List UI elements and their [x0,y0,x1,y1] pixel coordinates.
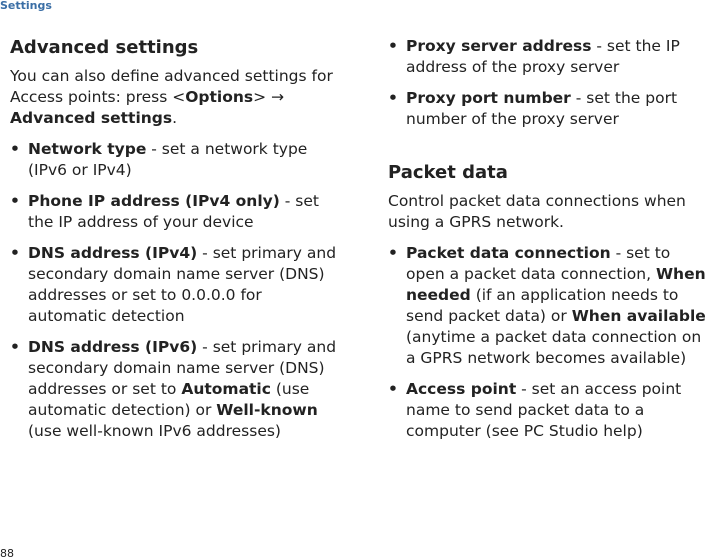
bullet-icon: • [10,140,20,158]
option-when-available: When available [571,307,706,325]
bullet-icon: • [388,380,398,398]
item-text: - set the IP address of your device [28,192,319,231]
intro-arrow: > → [253,88,285,106]
option-well-known: Well-known [216,401,318,419]
bullet-icon: • [388,37,398,55]
item-text: - set primary and secondary domain name server (DNS) addresses or set to 0.0.0.0 for automatic detection [28,244,337,325]
list-item [10,243,340,327]
bullet-icon: • [388,244,398,262]
list-item [388,379,710,442]
list-item [10,337,340,442]
item-text: - set the IP address of the proxy server [406,37,680,76]
item-term: Proxy port number [406,89,571,107]
item-term: Network type [28,140,147,158]
advanced-settings-label: Advanced settings [10,109,173,127]
section-header: Settings [0,0,52,12]
list-item [10,191,340,233]
advanced-intro [10,66,340,129]
item-term: DNS address (IPv6) [28,338,198,356]
bullet-icon: • [10,244,20,262]
item-term: Access point [406,380,517,398]
intro-text: You can also define advanced settings for Access points: press < [10,67,333,106]
list-item [10,139,340,181]
advanced-settings-heading: Advanced settings [10,37,199,58]
packet-data-intro: Control packet data connections when using a GPRS network. [388,192,686,231]
proxy-settings-list [388,36,710,130]
item-term: DNS address (IPv4) [28,244,198,262]
options-label: Options [185,88,254,106]
item-term: Phone IP address (IPv4 only) [28,192,280,210]
page-number: 88 [0,547,14,560]
bullet-icon: • [10,338,20,356]
option-automatic: Automatic [181,380,271,398]
item-text: (use automatic detection) or [28,380,310,419]
packet-data-heading: Packet data [388,162,508,183]
item-text: - set an access point name to send packet data to a computer (see PC Studio help) [406,380,682,440]
item-term: Proxy server address [406,37,592,55]
intro-end: . [172,109,178,127]
advanced-settings-list [10,139,340,442]
item-text: (if an application needs to send packet data) or [406,286,679,325]
list-item [388,36,710,78]
item-text: - set the port number of the proxy server [406,89,678,128]
item-text: - set primary and secondary domain name server (DNS) addresses or set to [28,338,337,398]
option-when-needed: When needed [406,265,706,304]
item-term: Packet data connection [406,244,611,262]
list-item [388,243,710,369]
item-text: - set a network type (IPv6 or IPv4) [28,140,308,179]
list-item [388,88,710,130]
packet-data-list [388,243,710,442]
item-text: (use well-known IPv6 addresses) [28,422,281,440]
right-column [388,36,710,452]
item-text: (anytime a packet data connection on a GPRS network becomes available) [406,328,702,367]
item-text: - set to open a packet data connection, [406,244,671,283]
left-column [10,36,340,452]
bullet-icon: • [388,89,398,107]
bullet-icon: • [10,192,20,210]
